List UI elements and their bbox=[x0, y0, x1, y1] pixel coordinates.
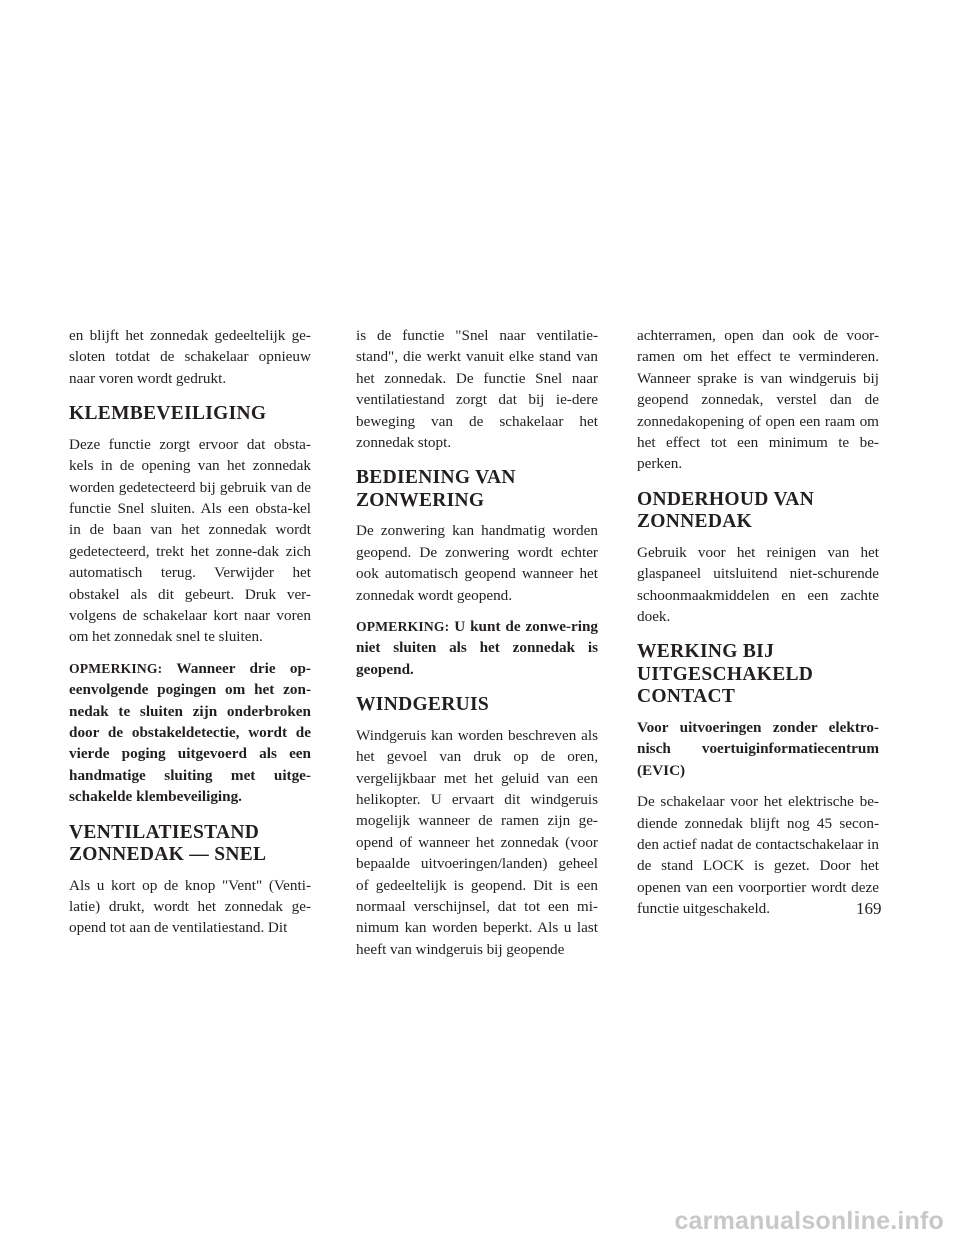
watermark: carmanualsonline.info bbox=[674, 1207, 944, 1235]
paragraph-klembeveiliging: Deze functie zorgt ervoor dat obsta-kels in de opening van het zonnedak worden gedetecteerd bij gebruik van de functie Snel sluiten. Als een obsta-kel in de baan van het zonnedak wordt gedetecteerd, trekt het zonne-dak zich automatisch terug. Verwijder het obstakel als dit gebeurt. Druk ver-volgens de schakelaar kort naar voren om het zonnedak snel te sluiten. bbox=[69, 435, 311, 646]
note-klembeveiliging bbox=[69, 658, 311, 808]
paragraph-ventilatiestand: Als u kort op de knop "Vent" (Venti-latie) drukt, wordt het zonnedak ge-opend tot aan de ventilatiestand. Dit bbox=[69, 876, 311, 937]
heading-bediening-zonwering: BEDIENING VAN ZONWERING bbox=[356, 467, 516, 511]
heading-werking-uitgeschakeld-contact: WERKING BIJ UITGESCHAKELD CONTACT bbox=[637, 641, 814, 708]
heading-windgeruis: WINDGERUIS bbox=[356, 694, 490, 716]
column-2 bbox=[356, 325, 598, 970]
subheading-evic: Voor uitvoeringen zonder elektro-nisch voertuiginformatiecentrum (EVIC) bbox=[637, 718, 879, 779]
paragraph-continuation: achterramen, open dan ook de voor-ramen om het effect te verminderen. Wanneer sprake is van windgeruis bij geopend zonnedak, verstel dan de zonnedakopening of open een raam om het effect tot een minimum te be-perken. bbox=[637, 327, 879, 473]
page-number: 169 bbox=[856, 899, 882, 918]
paragraph-onderhoud: Gebruik voor het reinigen van het glaspaneel uitsluitend niet-schurende schoonmaakmiddelen en een zachte doek. bbox=[637, 543, 879, 626]
column-1 bbox=[69, 325, 311, 949]
note-text: Wanneer drie op-eenvolgende pogingen om het zon-nedak te sluiten zijn onderbroken door de obstakeldetectie, wordt de vierde poging uitgevoerd als een handmatige sluiting met uitge-schakelde klembeveiliging. bbox=[69, 659, 311, 806]
note-zonwering bbox=[356, 616, 598, 680]
note-label: OPMERKING: bbox=[69, 660, 163, 676]
paragraph-continuation: is de functie "Snel naar ventilatie-stand", die werkt vanuit elke stand van het zonnedak. De functie Snel naar ventilatiestand zorgt dat bij ie-dere beweging van de schakelaar het zonnedak stopt. bbox=[356, 327, 598, 452]
note-label: OPMERKING: bbox=[356, 619, 450, 635]
heading-ventilatiestand: VENTILATIESTAND ZONNEDAK — SNEL bbox=[69, 821, 267, 866]
paragraph-werking: De schakelaar voor het elektrische be-diende zonnedak blijft nog 45 secon-den actief nadat de contactschakelaar in de stand LOCK is gezet. Door het openen van een voorportier wordt deze functie uitgeschakeld. bbox=[637, 793, 879, 918]
column-3 bbox=[637, 325, 879, 930]
heading-klembeveiliging: KLEMBEVEILIGING bbox=[69, 403, 267, 425]
heading-onderhoud-zonnedak: ONDERHOUD VAN ZONNEDAK bbox=[637, 488, 815, 533]
paragraph-windgeruis: Windgeruis kan worden beschreven als het gevoel van druk op de oren, vergelijkbaar met het geluid van een helikopter. U ervaart dit windgeruis mogelijk wanneer de ramen zijn ge-opend of wanneer het zonnedak (voor bepaalde uitvoeringen/landen) geheel of gedeeltelijk is geopend. Dit is een normaal verschijnsel, dat tot een mi-nimum kan worden beperkt. Als u last heeft van windgeruis bij geopende bbox=[356, 726, 598, 958]
note-text: U kunt de zonwe-ring niet sluiten als het zonnedak is geopend. bbox=[356, 618, 598, 678]
paragraph-zonwering: De zonwering kan handmatig worden geopend. De zonwering wordt echter ook automatisch geopend wanneer het zonnedak wordt geopend. bbox=[356, 522, 598, 604]
paragraph-continuation: en blijft het zonnedak gedeeltelijk ge-sloten totdat de schakelaar opnieuw naar voren wordt gedrukt. bbox=[69, 327, 311, 387]
